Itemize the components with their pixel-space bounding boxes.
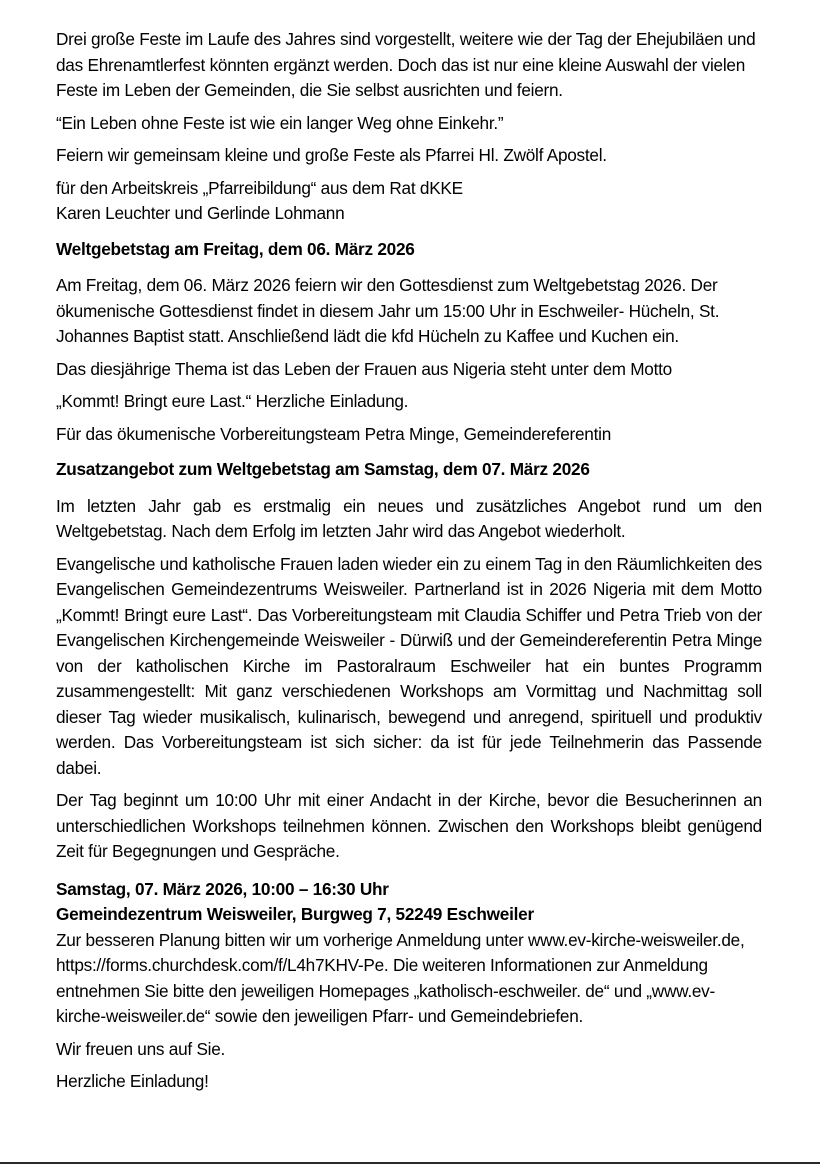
zusatzangebot-heading: Zusatzangebot zum Weltgebetstag am Samstag, dem 07. März 2026	[56, 459, 590, 479]
intro-signature	[56, 176, 762, 227]
document-page	[56, 27, 762, 1102]
signature-line-2: Karen Leuchter und Gerlinde Lohmann	[56, 203, 345, 223]
intro-quote: “Ein Leben ohne Feste ist wie ein langer Weg ohne Einkehr.”	[56, 112, 504, 133]
event-date-line: Samstag, 07. März 2026, 10:00 – 16:30 Uhr	[56, 878, 389, 899]
zusatzangebot-paragraph-2: Evangelische und katholische Frauen laden wieder ein zu einem Tag in den Räumlichkeiten des Evangelischen Gemeindezentrums Weisweiler. Partnerland ist in 2026 Nigeria mit dem Motto „Kommt! Bringt eure Last“. Das Vorbereitungsteam mit Claudia Schiffer und Petra Trieb von der Evangelischen Kirchengemeinde Weisweiler - Dürwiß und der Gemeindereferentin Petra Minge von der katholischen Kirche im Pastoralraum Eschweiler hat ein buntes Programm zusammengestellt: Mit ganz verschiedenen Workshops am Vormittag und Nachmittag soll dieser Tag wieder musikalisch, kulinarisch, bewegend und anregend, spirituell und produktiv werden. Das Vorbereitungsteam ist sich sicher: da ist für jede Teilnehmerin das Passende dabei.	[56, 553, 762, 778]
weltgebetstag-heading: Weltgebetstag am Freitag, dem 06. März 2026	[56, 238, 415, 259]
closing-line-2: Herzliche Einladung!	[56, 1071, 209, 1091]
zusatzangebot-paragraph-1: Im letzten Jahr gab es erstmalig ein neues und zusätzliches Angebot rund um den Weltgebetstag. Nach dem Erfolg im letzten Jahr wird das Angebot wiederholt.	[56, 495, 762, 541]
bottom-divider	[0, 1162, 820, 1164]
weltgebetstag-paragraph-1: Am Freitag, dem 06. März 2026 feiern wir den Gottesdienst zum Weltgebetstag 2026. Der ökumenische Gottesdienst findet in diesem Jahr um 15:00 Uhr in Eschweiler- Hücheln, St. Johannes Baptist statt. Anschließend lädt die kfd Hücheln zu Kaffee und Kuchen ein.	[56, 275, 720, 346]
weltgebetstag-paragraph-4: Für das ökumenische Vorbereitungsteam Petra Minge, Gemeindereferentin	[56, 423, 612, 444]
weltgebetstag-paragraph-3: „Kommt! Bringt eure Last.“ Herzliche Einladung.	[56, 391, 409, 411]
event-place-line: Gemeindezentrum Weisweiler, Burgweg 7, 52249 Eschweiler	[56, 904, 534, 924]
zusatzangebot-paragraph-3: Der Tag beginnt um 10:00 Uhr mit einer Andacht in der Kirche, bevor die Besucherinnen an unterschiedlichen Workshops teilnehmen können. Zwischen den Workshops bleibt genügend Zeit für Begegnungen und Gespräche.	[56, 790, 762, 861]
registration-text: Zur besseren Planung bitten wir um vorherige Anmeldung unter www.ev-kirche-weisweiler.de, https://forms.churchdesk.com/f/L4h7KHV-Pe. Die weiteren Informationen zur Anmeldung entnehmen Sie bitte den jeweiligen Homepages „katholisch-eschweiler. de“ und „www.ev-kirche-weisweiler.de“ sowie den jeweiligen Pfarr- und Gemeindebriefen.	[56, 929, 745, 1026]
intro-invitation: Feiern wir gemeinsam kleine und große Feste als Pfarrei Hl. Zwölf Apostel.	[56, 145, 607, 165]
closing-line-1: Wir freuen uns auf Sie.	[56, 1038, 226, 1059]
intro-paragraph: Drei große Feste im Laufe des Jahres sind vorgestellt, weitere wie der Tag der Ehejubiläen und das Ehrenamtlerfest könnten ergänzt werden. Doch das ist nur eine kleine Auswahl der vielen Feste im Leben der Gemeinden, die Sie selbst ausrichten und feiern.	[56, 29, 756, 100]
event-details	[56, 877, 762, 1030]
weltgebetstag-paragraph-2: Das diesjährige Thema ist das Leben der Frauen aus Nigeria steht unter dem Motto	[56, 358, 672, 379]
signature-line-1: für den Arbeitskreis „Pfarreibildung“ aus dem Rat dKKE	[56, 177, 463, 198]
